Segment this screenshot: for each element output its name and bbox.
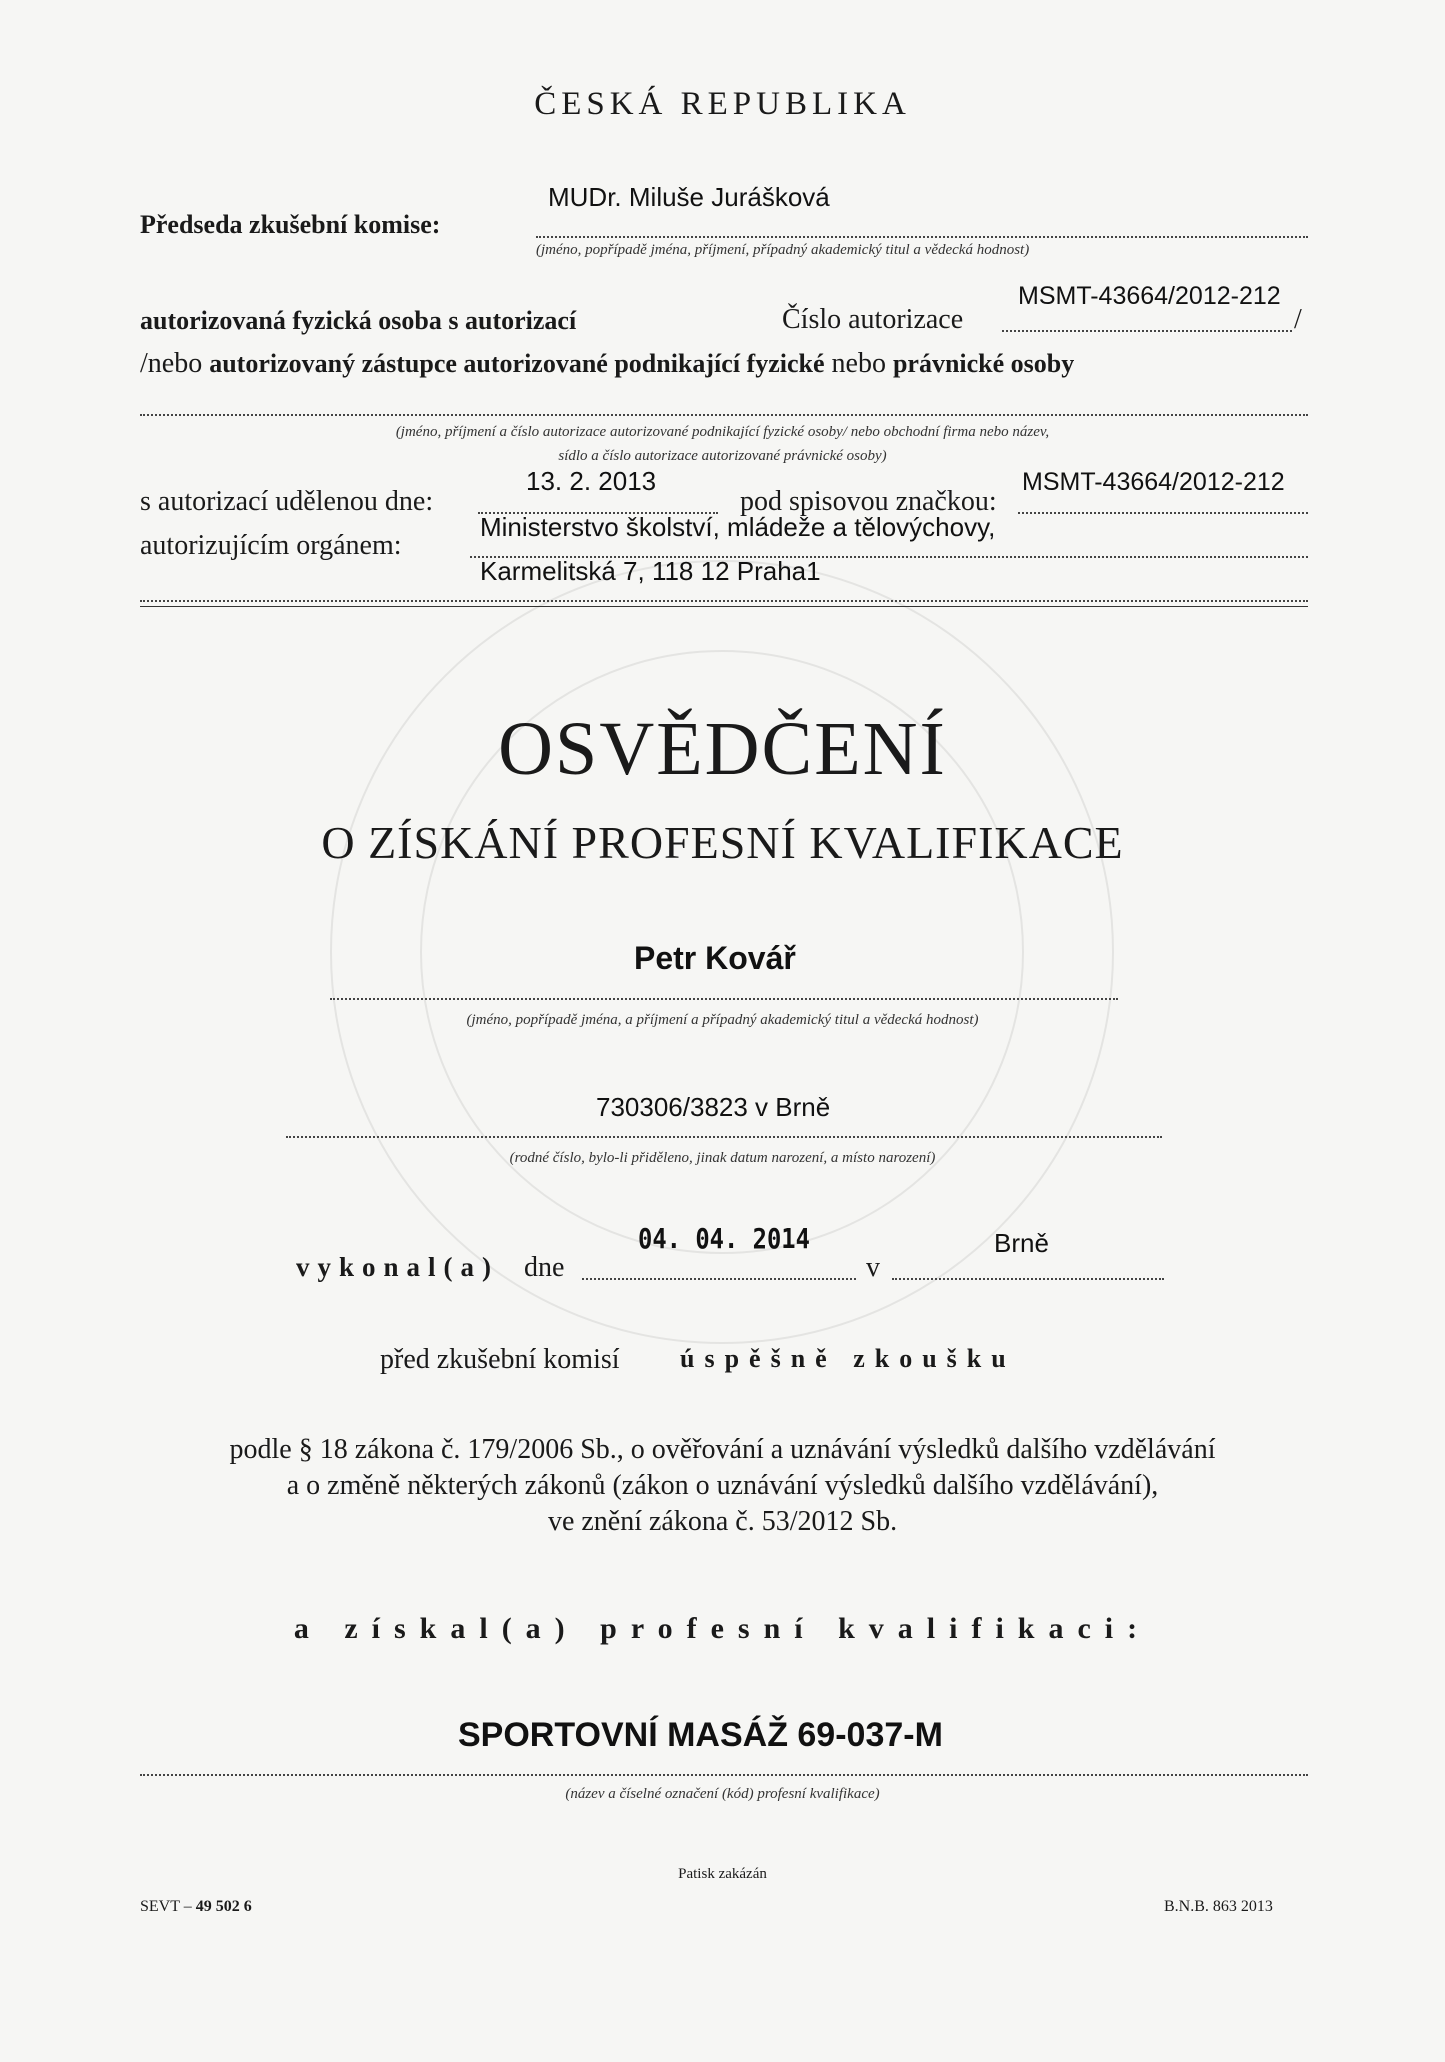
- qualification-value: SPORTOVNÍ MASÁŽ 69-037-M: [458, 1716, 943, 1754]
- holder-name-line: [330, 998, 1118, 1000]
- alt-representative-hint-1: (jméno, příjmení a číslo autorizace autorizované podnikající fyzické osoby/ nebo obchodní firma nebo název,: [395, 424, 1050, 440]
- authorization-slash: /: [1294, 304, 1302, 335]
- holder-name: Petr Kovář: [634, 940, 796, 976]
- authorized-person-label: autorizovaná fyzická osoba s autorizací: [140, 306, 577, 335]
- authority-value-1: Ministerstvo školství, mládeže a tělovýchovy,: [480, 512, 996, 542]
- exam-before-label: před zkušební komisí: [380, 1344, 620, 1375]
- certificate-subtitle: O ZÍSKÁNÍ PROFESNÍ KVALIFIKACE: [321, 817, 1124, 868]
- qualification-heading: a získal(a) profesní kvalifikaci:: [293, 1612, 1152, 1645]
- footer-left-code: 49 502 6: [195, 1898, 252, 1915]
- footer-left: [140, 1898, 252, 1916]
- alt-or: nebo: [831, 348, 886, 379]
- file-reference-line: [1018, 512, 1308, 514]
- holder-birth: 730306/3823 v Brně: [596, 1092, 831, 1122]
- alt-representative-line: [140, 348, 1074, 380]
- alt-representative-hint-2: sídlo a číslo autorizace autorizované právnické osoby): [558, 448, 887, 464]
- law-line-2: a o změně některých zákonů (zákon o uznávání výsledků dalšího vzdělávání),: [286, 1470, 1159, 1501]
- law-line-1: podle § 18 zákona č. 179/2006 Sb., o ověřování a uznávání výsledků dalšího vzdělávání: [229, 1434, 1216, 1465]
- exam-day-label: dne: [524, 1252, 565, 1283]
- exam-place-line: [892, 1278, 1164, 1280]
- authority-label: autorizujícím orgánem:: [140, 530, 402, 561]
- authorization-date-label: s autorizací udělenou dne:: [140, 486, 434, 517]
- exam-result: úspěšně zkoušku: [680, 1344, 1016, 1373]
- holder-name-hint: (jméno, popřípadě jména, a příjmení a případný akademický titul a vědecká hodnost): [466, 1012, 979, 1028]
- authority-underline: [140, 606, 1308, 607]
- authority-line-2: [140, 600, 1308, 602]
- commission-chair-hint: (jméno, popřípadě jména, příjmení, případný akademický titul a vědecká hodnost): [536, 242, 1030, 258]
- holder-birth-line: [286, 1136, 1162, 1138]
- country-heading: ČESKÁ REPUBLIKA: [534, 86, 911, 122]
- footer-right: B.N.B. 863 2013: [1164, 1898, 1273, 1915]
- exam-date-value: 04. 04. 2014: [638, 1222, 810, 1255]
- exam-performed-label: vykonal(a): [296, 1252, 500, 1282]
- alt-prefix: /nebo: [140, 348, 203, 379]
- authority-value-2: Karmelitská 7, 118 12 Praha1: [480, 556, 821, 586]
- file-reference-label: pod spisovou značkou:: [740, 486, 997, 517]
- authorization-number-value: MSMT-43664/2012-212: [1018, 282, 1281, 310]
- commission-chair-value: MUDr. Miluše Jurášková: [548, 182, 830, 212]
- authorization-number-label: Číslo autorizace: [782, 304, 964, 335]
- exam-place-label: v: [866, 1252, 880, 1283]
- commission-chair-label: Předseda zkušební komise:: [140, 210, 441, 239]
- authorization-number-line: [1002, 330, 1292, 332]
- footer-left-label: SEVT –: [140, 1898, 192, 1915]
- qualification-line: [140, 1774, 1308, 1776]
- reprint-notice: Patisk zakázán: [678, 1866, 767, 1882]
- holder-birth-hint: (rodné číslo, bylo-li přiděleno, jinak datum narození, a místo narození): [509, 1150, 936, 1166]
- authorization-date-value: 13. 2. 2013: [526, 466, 657, 496]
- alt-bold-text-2: právnické osoby: [892, 349, 1075, 378]
- alt-representative-line-fill: [140, 414, 1308, 416]
- law-line-3: ve znění zákona č. 53/2012 Sb.: [547, 1506, 898, 1537]
- commission-chair-line: [536, 236, 1308, 238]
- exam-place-value: Brně: [994, 1228, 1049, 1258]
- qualification-hint: (název a číselné označení (kód) profesní kvalifikace): [565, 1786, 880, 1802]
- file-reference-value: MSMT-43664/2012-212: [1022, 468, 1285, 496]
- certificate-title: OSVĚDČENÍ: [498, 707, 947, 791]
- exam-date-line: [582, 1278, 856, 1280]
- alt-bold-text: autorizovaný zástupce autorizované podnikající fyzické: [209, 349, 825, 378]
